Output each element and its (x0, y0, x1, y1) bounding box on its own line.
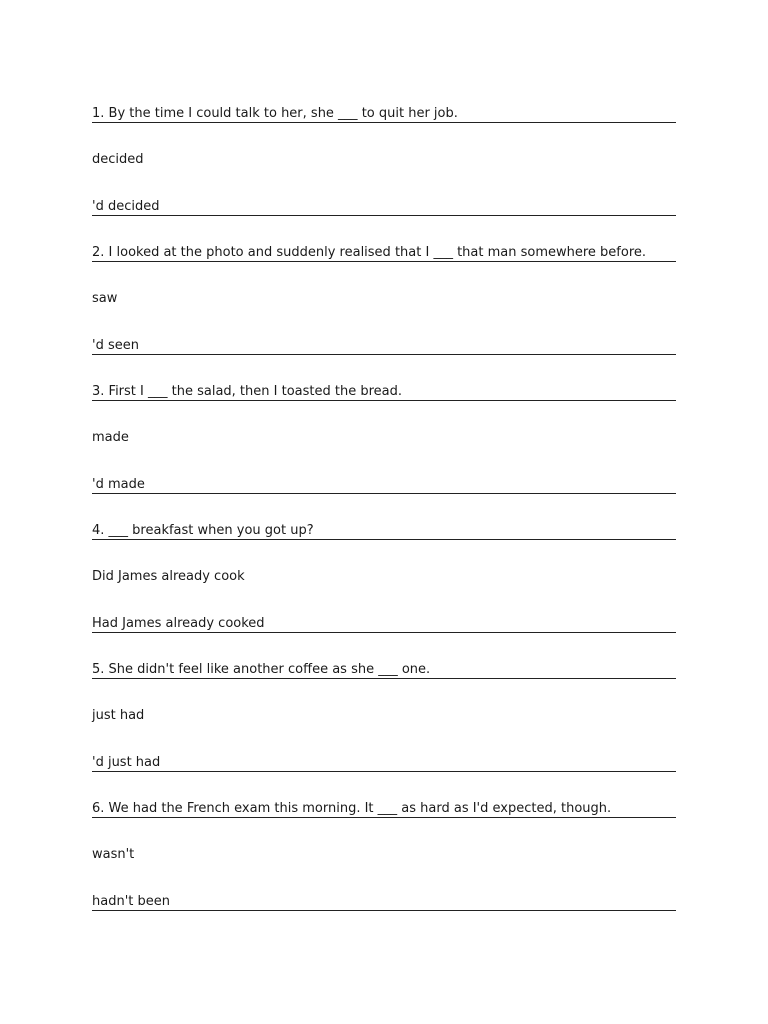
answer-option-text: 'd made (92, 476, 145, 492)
answer-option[interactable] (92, 705, 676, 751)
question-1 (92, 103, 676, 242)
answer-option-text: saw (92, 291, 118, 307)
answer-option[interactable] (92, 752, 676, 798)
question-5 (92, 659, 676, 798)
answer-option-text: just had (92, 708, 145, 724)
answer-option-text: Did James already cook (92, 569, 245, 585)
question-prompt-text: 2. I looked at the photo and suddenly realised that I ___ that man somewhere before. (92, 245, 647, 260)
answer-option-text: Had James already cooked (92, 615, 265, 631)
answer-option-text: 'd just had (92, 754, 161, 770)
question-4 (92, 520, 676, 659)
answer-option-text: wasn't (92, 847, 135, 863)
question-prompt-text: 1. By the time I could talk to her, she ___ to quit her job. (92, 106, 458, 121)
question-3 (92, 381, 676, 520)
answer-option-text: made (92, 430, 129, 446)
question-prompt-text: 4. ___ breakfast when you got up? (92, 523, 314, 538)
question-prompt (92, 103, 676, 149)
question-prompt (92, 520, 676, 566)
answer-option-text: hadn't been (92, 893, 170, 909)
answer-option[interactable] (92, 613, 676, 659)
answer-option-text: 'd seen (92, 337, 139, 353)
answer-option[interactable] (92, 427, 676, 473)
answer-option[interactable] (92, 474, 676, 520)
answer-option[interactable] (92, 288, 676, 334)
question-prompt (92, 242, 676, 288)
answer-option[interactable] (92, 844, 676, 890)
worksheet (92, 103, 676, 937)
question-prompt (92, 659, 676, 705)
answer-option[interactable] (92, 891, 676, 937)
question-prompt-text: 5. She didn't feel like another coffee as she ___ one. (92, 662, 431, 677)
question-6 (92, 798, 676, 937)
question-prompt-text: 6. We had the French exam this morning. It ___ as hard as I'd expected, though. (92, 801, 612, 816)
answer-option[interactable] (92, 335, 676, 381)
answer-option[interactable] (92, 566, 676, 612)
answer-option[interactable] (92, 196, 676, 242)
answer-option-text: 'd decided (92, 198, 160, 214)
answer-option[interactable] (92, 149, 676, 195)
answer-option-text: decided (92, 152, 144, 168)
question-prompt (92, 381, 676, 427)
question-2 (92, 242, 676, 381)
question-prompt (92, 798, 676, 844)
question-prompt-text: 3. First I ___ the salad, then I toasted the bread. (92, 384, 402, 399)
